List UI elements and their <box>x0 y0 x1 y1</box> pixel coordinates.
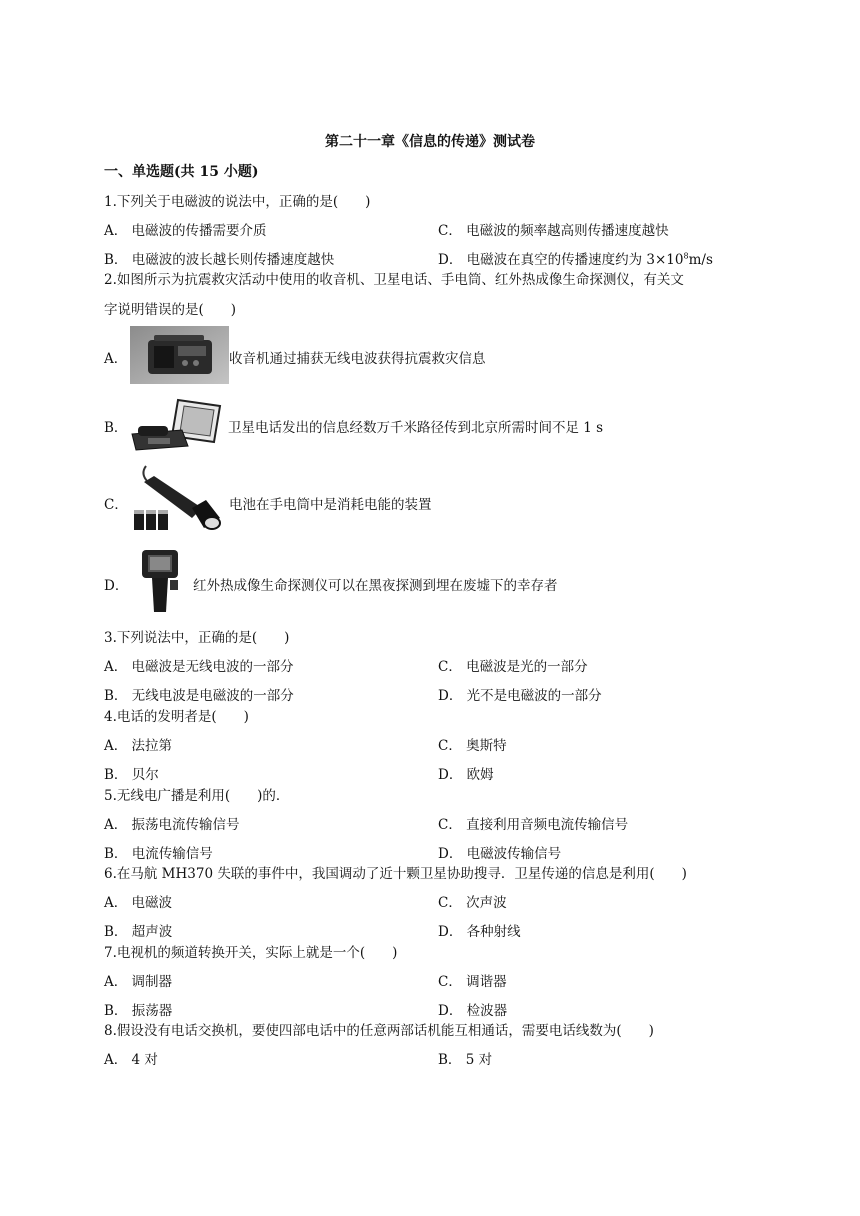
question-7-stem: 7.电视机的频道转换开关，实际上就是一个( ) <box>104 945 398 961</box>
question-3-option-d: D． 光不是电磁波的一部分 <box>438 688 602 704</box>
question-4-stem: 4.电话的发明者是( ) <box>104 709 249 725</box>
question-6-option-a: A． 电磁波 <box>104 895 173 911</box>
question-2-stem-line2: 字说明错误的是( ) <box>104 302 237 318</box>
question-6-stem: 6.在马航 MH370 失联的事件中，我国调动了近十颗卫星协助搜寻．卫星传递的信息是利用( ) <box>104 866 687 882</box>
question-3-option-b: B． 无线电波是电磁波的一部分 <box>104 688 294 704</box>
question-5-option-a: A． 振荡电流传输信号 <box>104 817 240 833</box>
question-3-option-a: A． 电磁波是无线电波的一部分 <box>104 659 294 675</box>
question-3-stem: 3.下列说法中，正确的是( ) <box>104 630 290 646</box>
question-1-stem: 1.下列关于电磁波的说法中，正确的是( ) <box>104 194 371 210</box>
question-2-option-c-text: 电池在手电筒中是消耗电能的装置 <box>229 497 432 513</box>
question-1-option-c: C． 电磁波的频率越高则传播速度越快 <box>438 223 669 239</box>
question-2-option-d-label: D． <box>104 578 129 594</box>
question-2-option-b-text: 卫星电话发出的信息经数万千米路径传到北京所需时间不足 1 s <box>228 420 604 436</box>
question-2-option-d-text: 红外热成像生命探测仪可以在黑夜探测到埋在废墟下的幸存者 <box>193 578 558 594</box>
question-5-stem: 5.无线电广播是利用( )的． <box>104 788 290 804</box>
question-5-option-d: D． 电磁波传输信号 <box>438 846 562 862</box>
question-8-option-b: B． 5 对 <box>438 1052 493 1068</box>
question-4-option-b: B． 贝尔 <box>104 767 159 783</box>
question-1-option-a: A． 电磁波的传播需要介质 <box>104 223 267 239</box>
question-6-option-c: C． 次声波 <box>438 895 507 911</box>
question-8-stem: 8.假设没有电话交换机，要使四部电话中的任意两部话机能互相通话，需要电话线数为( ) <box>104 1023 654 1039</box>
question-2-option-c-label: C． <box>104 497 128 513</box>
question-1-option-d: D． 电磁波在真空的传播速度约为 $3\times 10^8m/s$ <box>438 251 713 268</box>
question-7-option-a: A． 调制器 <box>104 974 173 990</box>
question-8-option-a: A． 4 对 <box>104 1052 158 1068</box>
question-7-option-c: C． 调谐器 <box>438 974 507 990</box>
question-5-option-b: B． 电流传输信号 <box>104 846 213 862</box>
page-title: 第二十一章《信息的传递》测试卷 <box>325 134 535 150</box>
satellite-phone-image <box>128 396 228 454</box>
question-2-stem-line1: 2.如图所示为抗震救灾活动中使用的收音机、卫星电话、手电筒、红外热成像生命探测仪，有关文 <box>104 272 684 288</box>
question-2-option-a-text: 收音机通过捕获无线电波获得抗震救灾信息 <box>229 351 486 367</box>
question-5-option-c: C． 直接利用音频电流传输信号 <box>438 817 629 833</box>
question-1-option-b: B． 电磁波的波长越长则传播速度越快 <box>104 252 335 268</box>
question-2-option-b-label: B． <box>104 420 128 436</box>
question-3-option-c: C． 电磁波是光的一部分 <box>438 659 588 675</box>
question-7-option-d: D． 检波器 <box>438 1003 508 1019</box>
flashlight-image <box>128 462 224 534</box>
question-6-option-b: B． 超声波 <box>104 924 173 940</box>
question-6-option-d: D． 各种射线 <box>438 924 521 940</box>
question-4-option-d: D． 欧姆 <box>438 767 494 783</box>
thermal-imager-image <box>140 548 182 616</box>
question-7-option-b: B． 振荡器 <box>104 1003 173 1019</box>
question-4-option-a: A． 法拉第 <box>104 738 173 754</box>
question-2-option-a-label: A． <box>104 351 128 367</box>
section-heading: 一、单选题(共 15 小题) <box>104 164 259 180</box>
radio-image <box>130 326 229 384</box>
question-4-option-c: C． 奥斯特 <box>438 738 507 754</box>
